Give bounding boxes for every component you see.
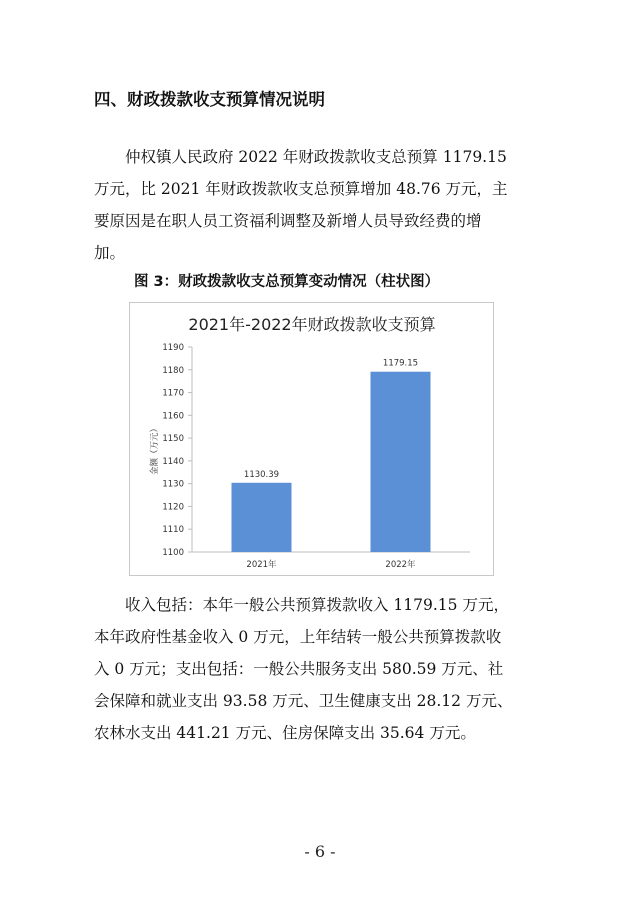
- paragraph-line: 会保障和就业支出 93.58 万元、卫生健康支出 28.12 万元、: [94, 692, 513, 710]
- bar-data-label: 1179.15: [382, 358, 419, 369]
- bar: [371, 372, 431, 552]
- paragraph-line: 农林水支出 441.21 万元、住房保障支出 35.64 万元。: [94, 724, 476, 742]
- chart-title: 2021年-2022年财政拨款收支预算: [188, 315, 436, 334]
- y-tick-label: 1100: [162, 548, 184, 558]
- paragraph-line: 收入包括：本年一般公共预算拨款收入 1179.15 万元，: [125, 596, 509, 614]
- paragraph-line: 要原因是在职人员工资福利调整及新增人员导致经费的增: [94, 212, 482, 230]
- x-tick-label: 2022年: [385, 560, 416, 570]
- y-tick-label: 1160: [162, 411, 184, 422]
- page-number: - 6 -: [304, 842, 336, 861]
- y-tick-label: 1150: [162, 434, 184, 445]
- y-tick-label: 1140: [162, 456, 184, 467]
- bar: [232, 483, 292, 552]
- y-tick-label: 1130: [162, 479, 184, 490]
- y-tick-label: 1110: [162, 525, 184, 536]
- x-tick-label: 2021年: [246, 560, 277, 570]
- y-tick-label: 1120: [162, 502, 184, 513]
- y-tick-label: 1190: [162, 343, 184, 353]
- paragraph-income-expense: [94, 589, 559, 749]
- paragraph-line: 万元，比 2021 年财政拨款收支总预算增加 48.76 万元，主: [94, 180, 508, 198]
- y-tick-label: 1180: [162, 365, 184, 376]
- paragraph-line: 加。: [94, 244, 126, 262]
- paragraph-line: 仲权镇人民政府 2022 年财政拨款收支总预算 1179.15: [125, 148, 507, 166]
- y-tick-label: 1170: [162, 388, 184, 399]
- bar-data-label: 1130.39: [243, 469, 280, 480]
- y-axis-label: 金额（万元）: [150, 423, 160, 476]
- paragraph-line: 入 0 万元；支出包括：一般公共服务支出 580.59 万元、社: [94, 660, 504, 678]
- bar-chart: [129, 302, 494, 576]
- paragraph-budget-summary: [94, 141, 559, 269]
- bar-chart-svg: [130, 303, 495, 577]
- paragraph-line: 本年政府性基金收入 0 万元，上年结转一般公共预算拨款收: [94, 628, 502, 646]
- section-heading: 四、财政拨款收支预算情况说明: [94, 90, 325, 109]
- figure-caption: 图 3：财政拨款收支总预算变动情况（柱状图）: [134, 274, 440, 290]
